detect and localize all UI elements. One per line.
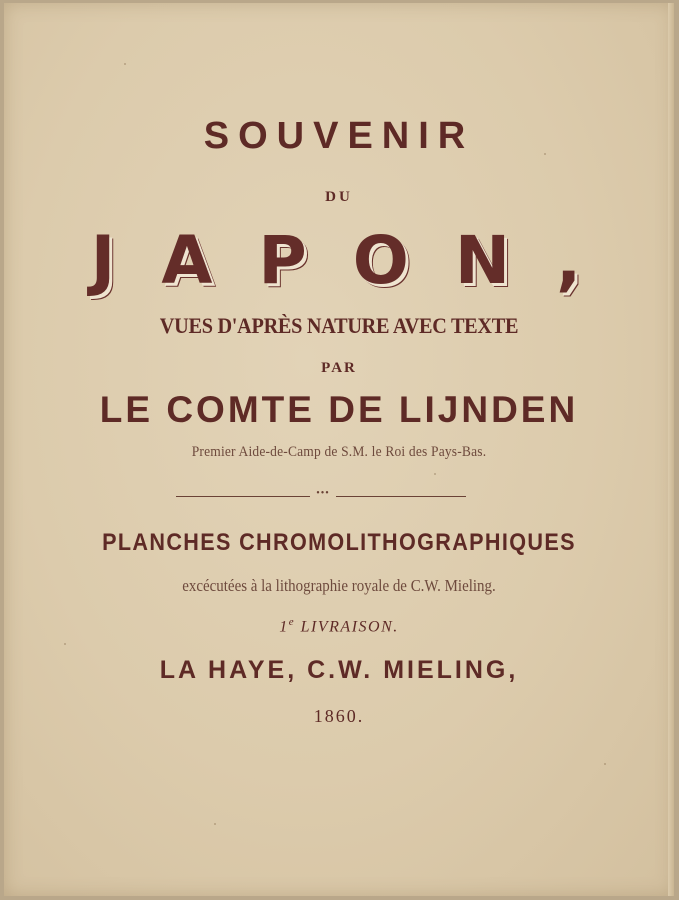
- divider-dots: •••: [316, 488, 330, 499]
- plates-heading: PLANCHES CHROMOLITHOGRAPHIQUES: [102, 529, 576, 556]
- issue-number: 1: [279, 618, 289, 636]
- divider-rule-left: [176, 496, 310, 497]
- issue-line: [4, 616, 674, 636]
- issue-suffix: e: [288, 616, 296, 628]
- author-title: Premier Aide-de-Camp de S.M. le Roi des Pays-Bas.: [191, 444, 487, 460]
- issue-label: LIVRAISON.: [295, 618, 399, 636]
- divider-rule-right: [336, 496, 466, 497]
- ornamental-divider: [176, 488, 466, 500]
- publisher-line: LA HAYE, C.W. MIELING,: [159, 656, 519, 684]
- foxing-speck: [214, 823, 216, 825]
- publication-year: 1860.: [313, 706, 365, 726]
- title-japon: JAPON,: [90, 222, 628, 299]
- executed-by: excécutées à la lithographie royale de C.W. Mieling.: [182, 576, 496, 595]
- subtitle: VUES D'APRÈS NATURE AVEC TEXTE: [159, 313, 519, 338]
- title-souvenir: SOUVENIR: [203, 115, 475, 157]
- author-name: LE COMTE DE LIJNDEN: [99, 389, 579, 430]
- title-du: DU: [325, 189, 353, 205]
- title-page-sheet: [4, 3, 674, 896]
- par-label: PAR: [321, 360, 357, 376]
- foxing-speck: [434, 473, 436, 475]
- foxing-speck: [604, 763, 606, 765]
- foxing-speck: [544, 153, 546, 155]
- foxing-speck: [64, 643, 66, 645]
- foxing-speck: [124, 63, 126, 65]
